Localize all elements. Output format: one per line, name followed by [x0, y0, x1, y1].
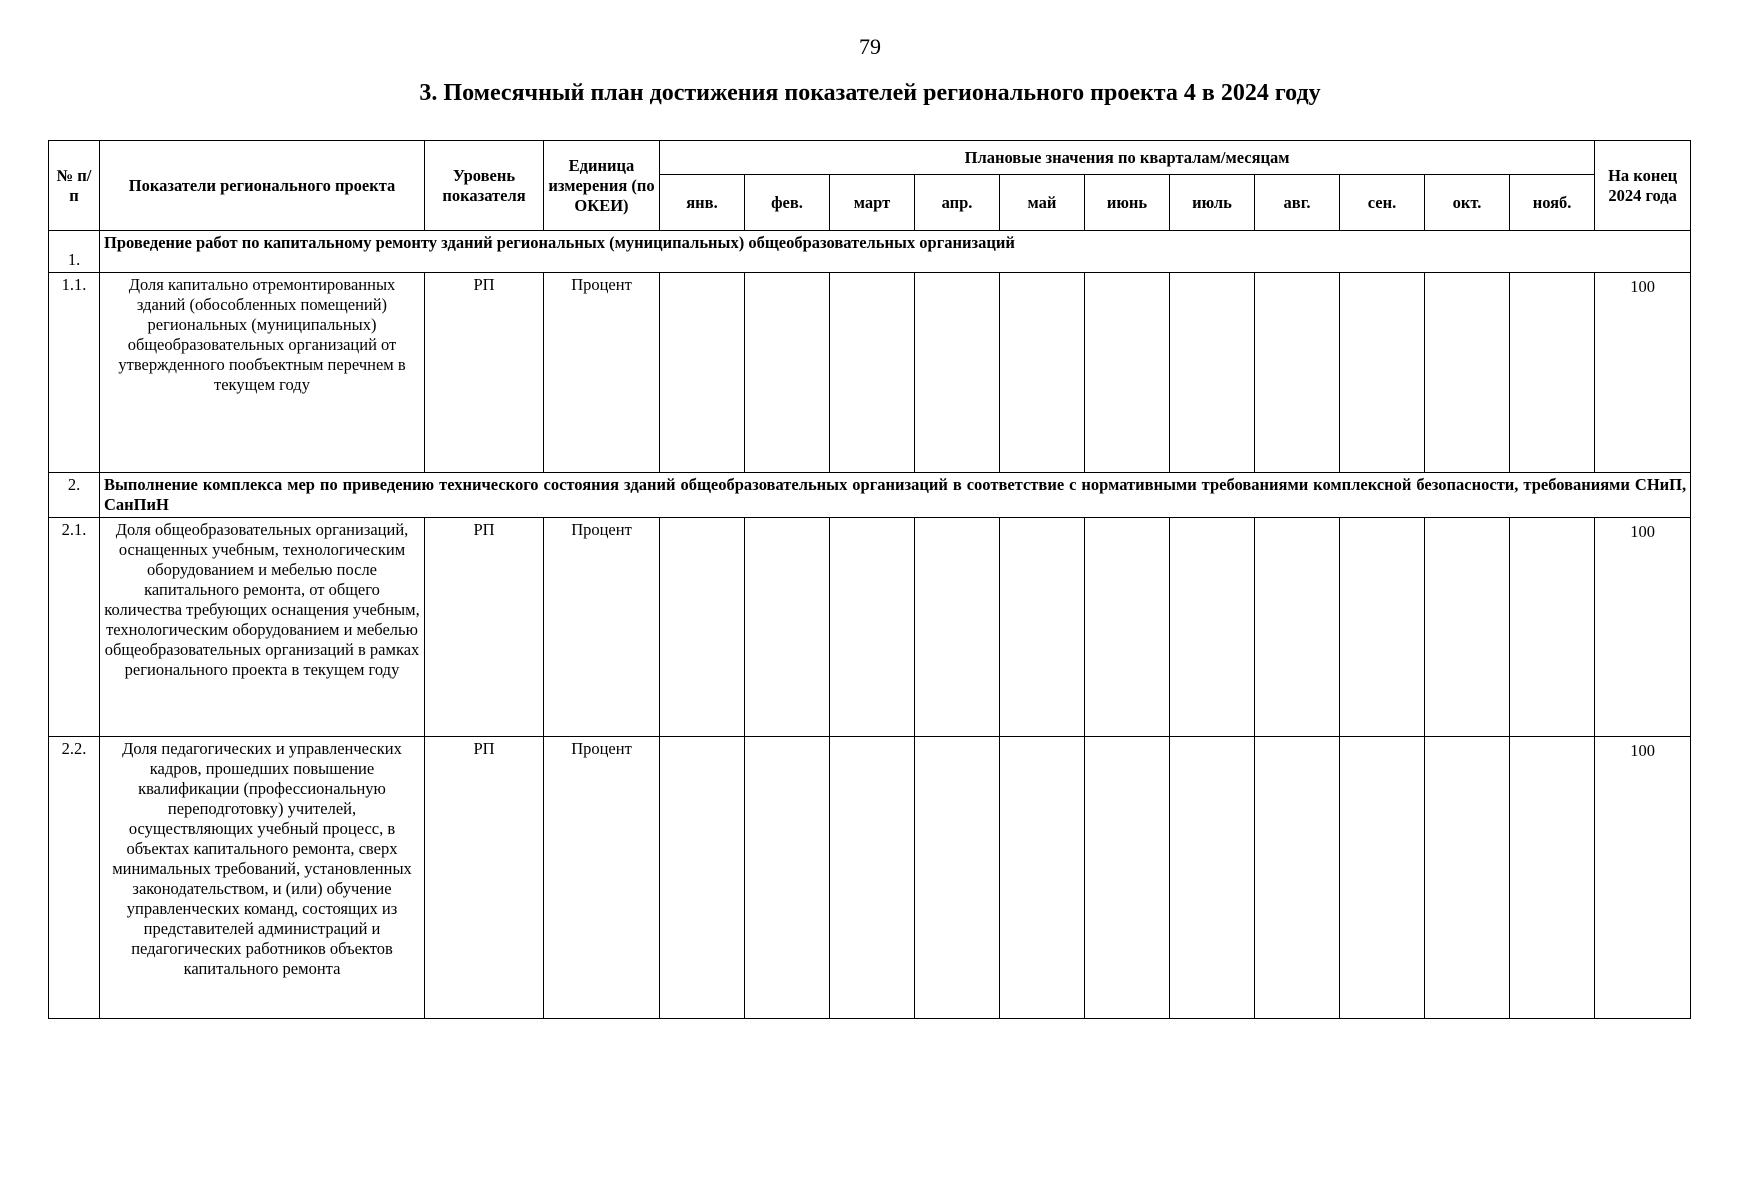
section-number: 2. — [49, 473, 100, 518]
month-value-cell — [915, 518, 1000, 737]
section-title: Выполнение комплекса мер по приведению технического состояния зданий общеобразовательных организаций в соответствие с нормативными требованиями комплексной безопасности, требованиями СНиП, СанПиН — [100, 473, 1691, 518]
month-value-cell — [1085, 518, 1170, 737]
header-month-jul: июль — [1170, 175, 1255, 231]
section-title: Проведение работ по капитальному ремонту зданий региональных (муниципальных) общеобразовательных организаций — [100, 231, 1691, 273]
row-number: 1.1. — [49, 273, 100, 473]
monthly-plan-table — [48, 140, 1691, 1019]
header-month-jan: янв. — [660, 175, 745, 231]
month-value-cell — [1085, 273, 1170, 473]
section-row — [49, 231, 1691, 273]
end-of-year-value: 100 — [1595, 737, 1691, 1019]
header-month-oct: окт. — [1425, 175, 1510, 231]
indicator-level: РП — [425, 518, 544, 737]
month-value-cell — [1085, 737, 1170, 1019]
month-value-cell — [1170, 273, 1255, 473]
header-planned-values: Плановые значения по кварталам/месяцам — [660, 141, 1595, 175]
header-month-nov: нояб. — [1510, 175, 1595, 231]
header-num: № п/п — [49, 141, 100, 231]
month-value-cell — [745, 737, 830, 1019]
section-number: 1. — [49, 231, 100, 273]
month-value-cell — [1510, 518, 1595, 737]
month-value-cell — [830, 737, 915, 1019]
page-title: 3. Помесячный план достижения показателей регионального проекта 4 в 2024 году — [419, 80, 1321, 106]
table-row — [49, 273, 1691, 473]
indicator-name: Доля педагогических и управленческих кадров, прошедших повышение квалификации (профессиональную переподготовку) учителей, осуществляющих учебный процесс, в объектах капитального ремонта, сверх минимальных требований, установленных законодательством, и (или) обучение управленческих команд, состоящих из представителей администраций и педагогических работников объектов капитального ремонта — [100, 737, 425, 1019]
indicator-unit: Процент — [544, 273, 660, 473]
indicator-name: Доля капитально отремонтированных зданий (обособленных помещений) региональных (муниципальных) общеобразовательных организаций от утвержденного пообъектным перечнем в текущем году — [100, 273, 425, 473]
month-value-cell — [830, 518, 915, 737]
month-value-cell — [1255, 518, 1340, 737]
section-row — [49, 473, 1691, 518]
header-month-feb: фев. — [745, 175, 830, 231]
header-end-of-year: На конец 2024 года — [1595, 141, 1691, 231]
header-month-mar: март — [830, 175, 915, 231]
page-number: 79 — [859, 34, 881, 59]
month-value-cell — [1425, 737, 1510, 1019]
month-value-cell — [830, 273, 915, 473]
header-month-apr: апр. — [915, 175, 1000, 231]
table-row — [49, 737, 1691, 1019]
month-value-cell — [1340, 273, 1425, 473]
month-value-cell — [660, 273, 745, 473]
row-number: 2.2. — [49, 737, 100, 1019]
month-value-cell — [1000, 518, 1085, 737]
row-number: 2.1. — [49, 518, 100, 737]
header-month-jun: июнь — [1085, 175, 1170, 231]
month-value-cell — [1255, 273, 1340, 473]
header-month-aug: авг. — [1255, 175, 1340, 231]
end-of-year-value: 100 — [1595, 518, 1691, 737]
month-value-cell — [745, 273, 830, 473]
month-value-cell — [1510, 737, 1595, 1019]
month-value-cell — [1000, 737, 1085, 1019]
month-value-cell — [660, 737, 745, 1019]
table-row — [49, 518, 1691, 737]
month-value-cell — [1425, 518, 1510, 737]
month-value-cell — [1340, 737, 1425, 1019]
month-value-cell — [1425, 273, 1510, 473]
month-value-cell — [1000, 273, 1085, 473]
month-value-cell — [1170, 518, 1255, 737]
indicator-unit: Процент — [544, 518, 660, 737]
header-month-sep: сен. — [1340, 175, 1425, 231]
header-level: Уровень показателя — [425, 141, 544, 231]
month-value-cell — [1510, 273, 1595, 473]
indicator-level: РП — [425, 737, 544, 1019]
header-month-may: май — [1000, 175, 1085, 231]
indicator-unit: Процент — [544, 737, 660, 1019]
month-value-cell — [660, 518, 745, 737]
month-value-cell — [915, 737, 1000, 1019]
indicator-level: РП — [425, 273, 544, 473]
month-value-cell — [1340, 518, 1425, 737]
header-unit: Единица измерения (по ОКЕИ) — [544, 141, 660, 231]
month-value-cell — [745, 518, 830, 737]
month-value-cell — [915, 273, 1000, 473]
month-value-cell — [1255, 737, 1340, 1019]
header-indicator: Показатели регионального проекта — [100, 141, 425, 231]
indicator-name: Доля общеобразовательных организаций, оснащенных учебным, технологическим оборудованием и мебелью после капитального ремонта, от общего количества требующих оснащения учебным, технологическим оборудованием и мебелью общеобразовательных организаций в рамках регионального проекта в текущем году — [100, 518, 425, 737]
month-value-cell — [1170, 737, 1255, 1019]
end-of-year-value: 100 — [1595, 273, 1691, 473]
